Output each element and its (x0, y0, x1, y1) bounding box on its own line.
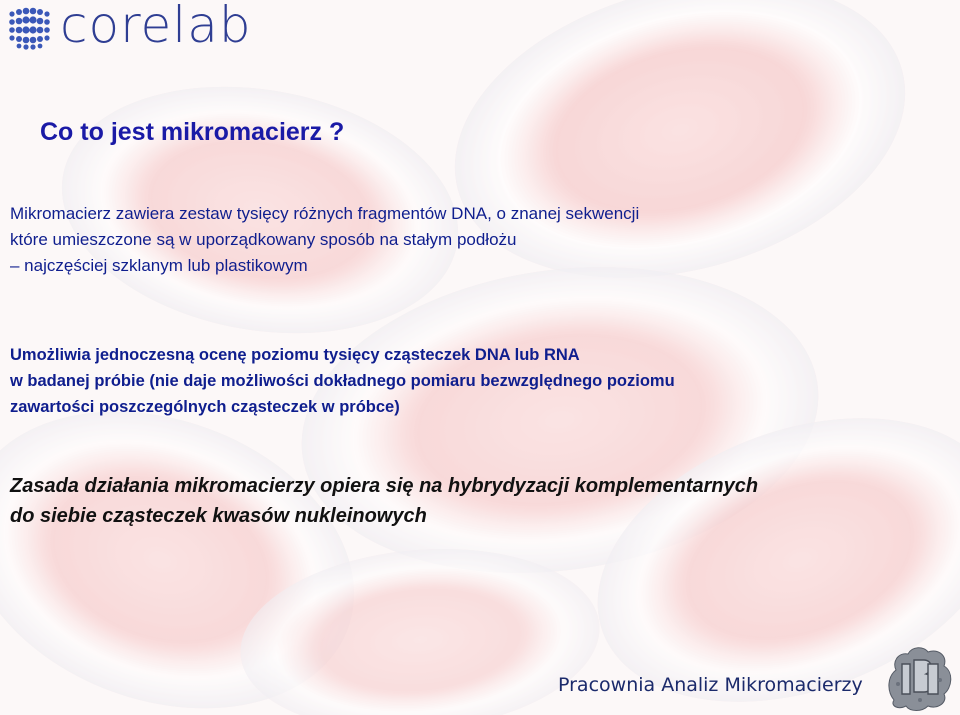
dna-dots-icon (6, 4, 56, 52)
text-line: które umieszczone są w uporządkowany sposób na stałym podłożu (10, 230, 517, 249)
text-line: Umożliwia jednoczesną ocenę poziomu tysięcy cząsteczek DNA lub RNA (10, 346, 580, 364)
text-line: Mikromacierz zawiera zestaw tysięcy różnych fragmentów DNA, o znanej sekwencji (10, 204, 640, 223)
paragraph-capability (10, 342, 940, 420)
text-line: Zasada działania mikromacierzy opiera się na hybrydyzacji komplementarnych (10, 475, 759, 497)
text-line: w badanej próbie (nie daje możliwości dokładnego pomiaru bezwzględnego poziomu (10, 372, 675, 390)
university-crest-icon (880, 640, 958, 714)
paragraph-principle (10, 471, 940, 531)
corelab-logo (6, 0, 271, 54)
footer-lab-name: Pracownia Analiz Mikromacierzy (558, 674, 863, 696)
slide-title: Co to jest mikromacierz ? (40, 118, 345, 146)
text-line: do siebie cząsteczek kwasów nukleinowych (10, 505, 427, 527)
text-line: zawartości poszczególnych cząsteczek w próbce) (10, 398, 400, 416)
paragraph-definition (10, 201, 940, 279)
text-line: – najczęściej szklanym lub plastikowym (10, 256, 308, 275)
logo-text: corelab (60, 0, 252, 54)
